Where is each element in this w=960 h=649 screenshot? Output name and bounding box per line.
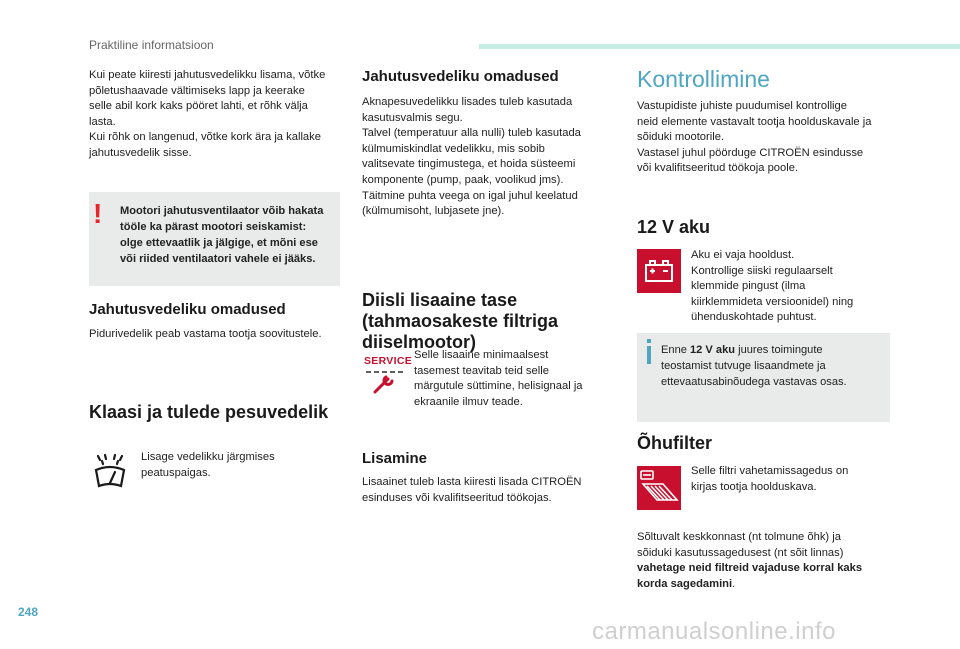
warning-text: Mootori jahutusventilaator võib hakata tööle ka pärast mootori seiskamist: olge ettevaatlik ja jälgige, et mõni ese või riided ventilaatori vahele ei jääks. [120, 205, 324, 265]
air-filter-note: Sõltuvalt keskkonnast (nt tolmune õhk) ja sõiduki kasutussagedusest (nt sõit linnas) vahetage neid filtreid vajaduse korral kaks korda sagedamini. [637, 531, 863, 590]
info-icon [647, 346, 651, 364]
air-filter-heading: Õhufilter [637, 433, 712, 453]
topup-text: Lisaainet tuleb lasta kiiresti lisada CITROËN esinduses või kvalifitseeritud töökojas. [362, 476, 582, 504]
info-icon-dot [647, 339, 651, 343]
warning-icon: ! [93, 198, 103, 229]
warning-box [89, 192, 340, 286]
intro-text: Kui peate kiiresti jahutusvedelikku lisama, võtke põletushaavade vältimiseks lapp ja keerake selle abil kork kaks pööret lahti, et rõhk välja lasta. Kui rõhk on langenud, võtke kork ära ja kallake jahutusvedelik sisse. [89, 69, 326, 159]
service-icon [364, 355, 413, 395]
battery-info-text: Enne 12 V aku juures toimingute teostamist tutvuge lisaandmete ja ettevaatusabinõudega vastavas osas. [661, 344, 847, 388]
watermark-text: carmanualsonline.info [592, 618, 836, 645]
air-filter-icon [637, 466, 681, 510]
brake-fluid-heading: Jahutusvedeliku omadused [89, 301, 286, 318]
battery-text: Aku ei vaja hooldust. Kontrollige siiski regulaarselt klemmide pingust (ilma kiirklemmideta versioonidel) ning ühenduskohtade puhtust. [691, 249, 854, 324]
checks-heading: Kontrollimine [637, 66, 770, 92]
battery-info-box [637, 333, 890, 422]
service-label: SERVICE [364, 355, 413, 367]
header-bar [479, 44, 960, 49]
page-number: 248 [18, 605, 39, 619]
battery-heading: 12 V aku [637, 217, 711, 237]
checks-text: Vastupidiste juhiste puudumisel kontrollige neid elemente vastavalt tootja hoolduskavale ja sõiduki mootorile. Vastasel juhul pöörduge CITROËN esindusse või kvalifitseeritud töökoja poole. [637, 100, 872, 175]
washer-fluid-text: Lisage vedelikku järgmises peatuspaigas. [141, 451, 275, 479]
chapter-title: Praktiline informatsioon [89, 38, 214, 52]
brake-fluid-text: Pidurivedelik peab vastama tootja soovitustele. [89, 328, 322, 340]
air-filter-text: Selle filtri vahetamissagedus on kirjas tootja hoolduskava. [691, 465, 849, 493]
diesel-additive-heading: Diisli lisaaine tase (tahmaosakeste filtriga diiselmootor) [362, 290, 559, 352]
coolant-heading: Jahutusvedeliku omadused [362, 68, 559, 85]
topup-heading: Lisamine [362, 450, 428, 467]
coolant-text: Aknapesuvedelikku lisades tuleb kasutada kasutusvalmis segu. Talvel (temperatuur alla nulli) tuleb kasutada külmumiskindlat vedelikku, mis sobib valitsevate tingimustega, et hoida süsteemi komponente (pump, paak, voolikud jms). Täitmine puhta veega on igal juhul keelatud (külmumisoht, lubjasete jne). [362, 96, 581, 218]
diesel-additive-text: Selle lisaaine minimaalsest tasemest teavitab teid selle märgutule süttimine, helisignaal ja ekraanile ilmuv teade. [414, 349, 583, 408]
windscreen-washer-icon [92, 452, 128, 492]
washer-fluid-heading: Klaasi ja tulede pesuvedelik [89, 402, 329, 422]
battery-icon [637, 249, 681, 293]
